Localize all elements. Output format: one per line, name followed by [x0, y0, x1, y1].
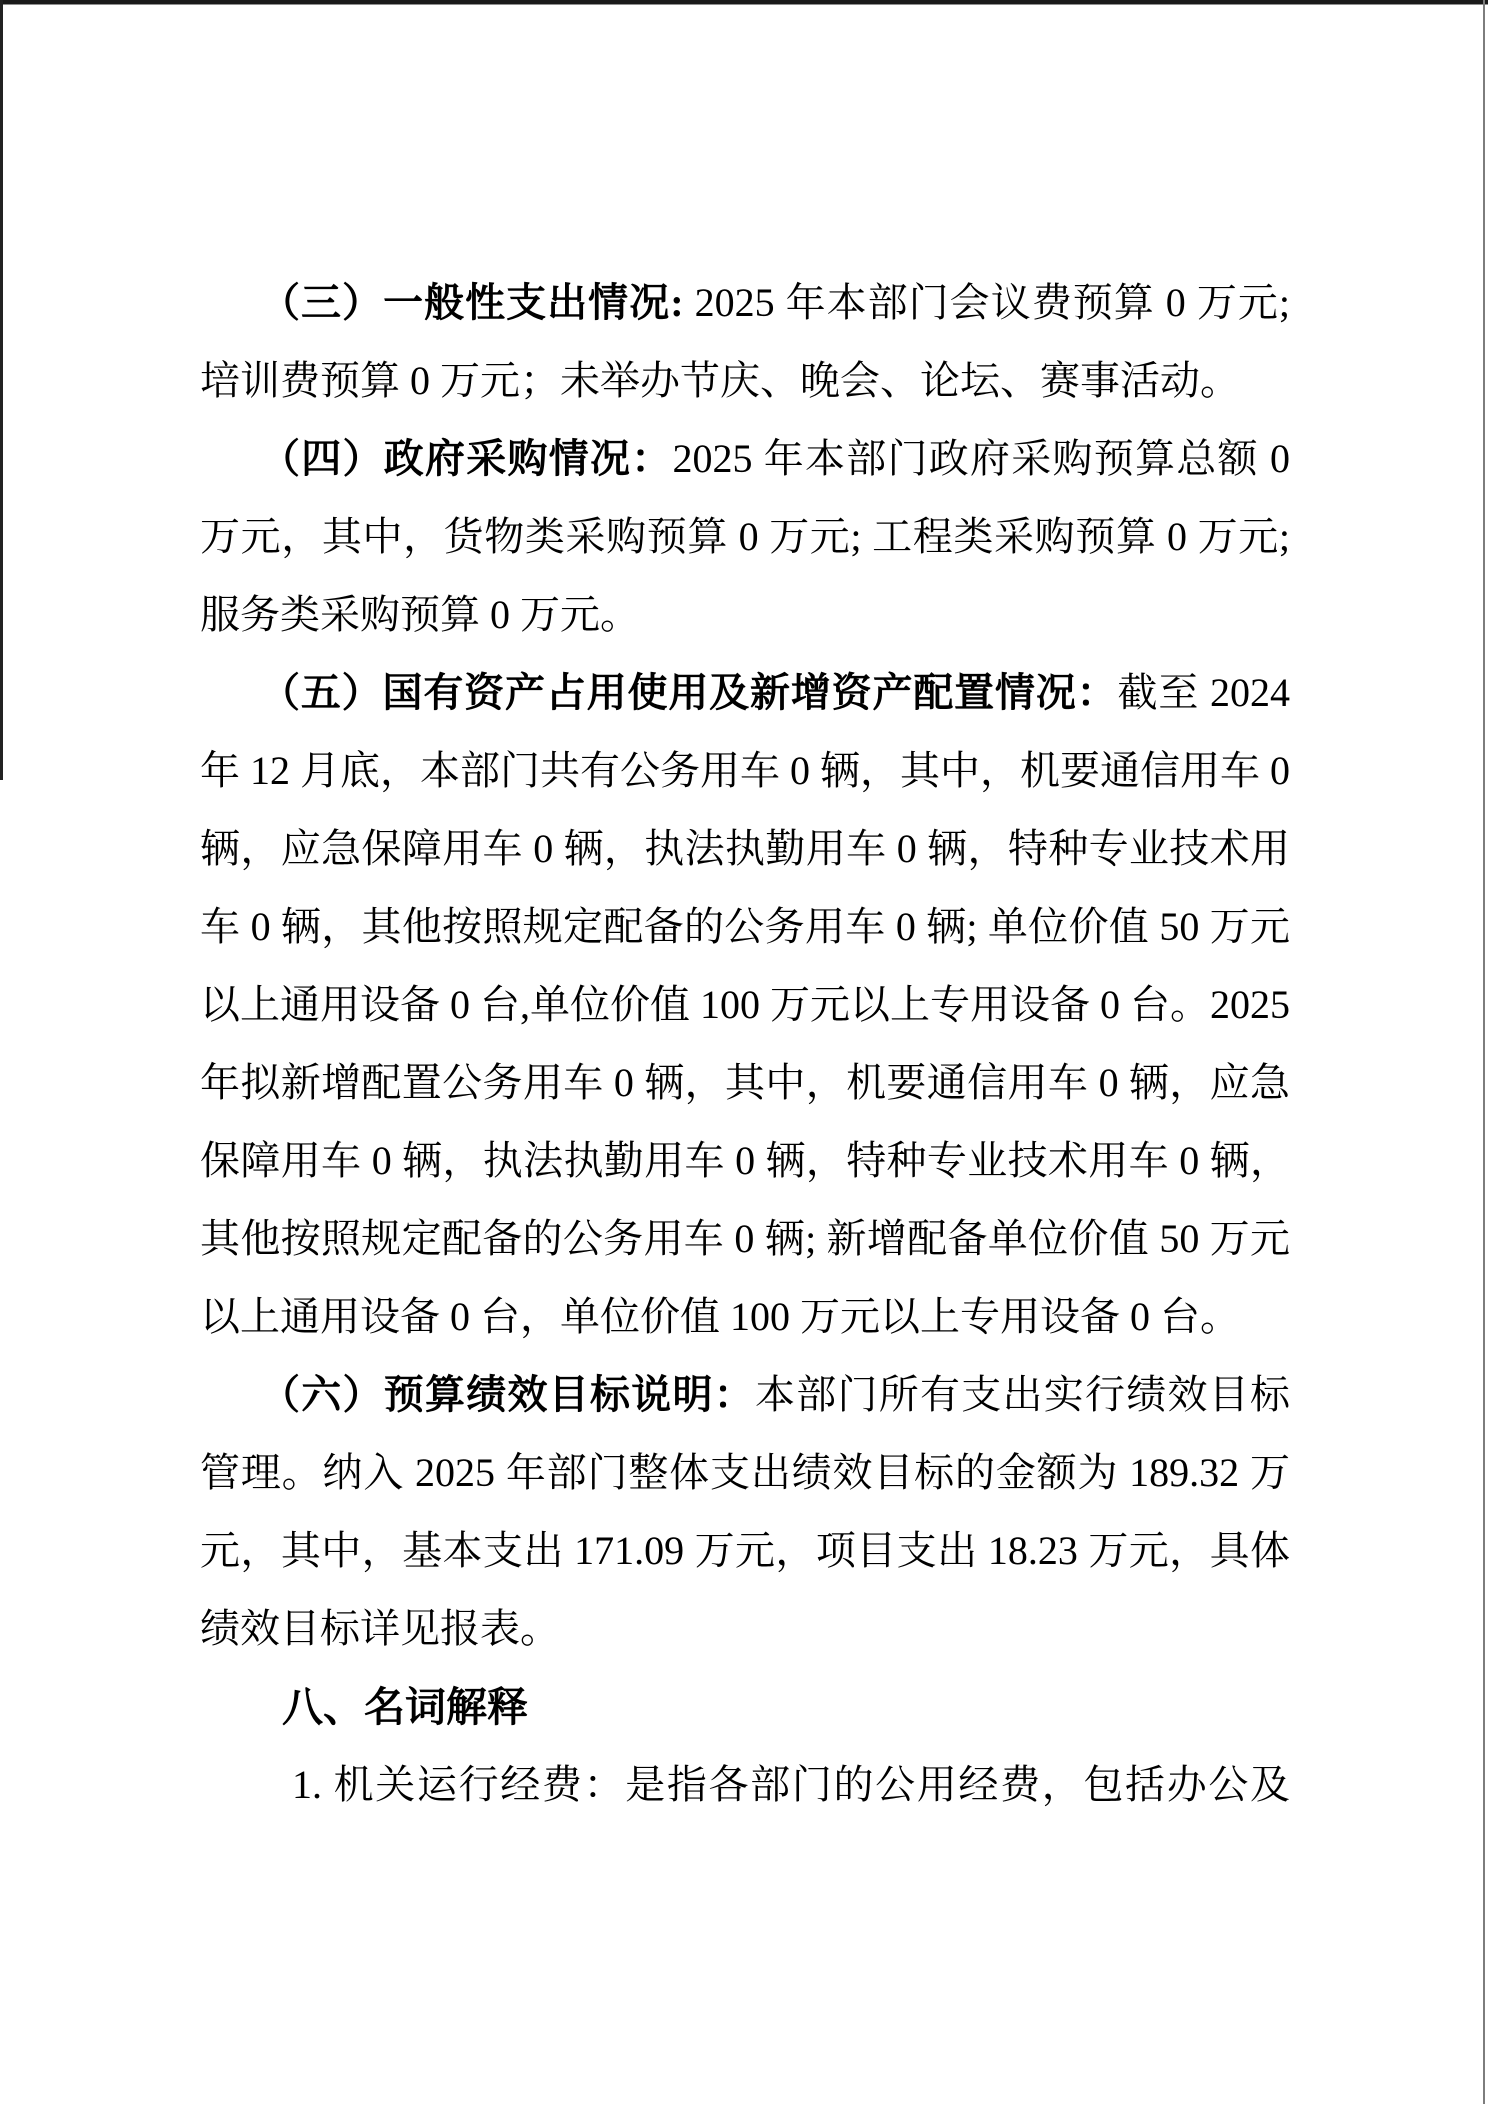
doc-line-9 — [200, 888, 1290, 966]
doc-line-14 — [200, 1278, 1290, 1356]
text-run: 以上通用设备 0 台，单位价值 100 万元以上专用设备 0 台。 — [200, 1294, 1240, 1339]
doc-line-12 — [200, 1122, 1290, 1200]
text-run: 辆，应急保障用车 0 辆，执法执勤用车 0 辆，特种专业技术用 — [200, 826, 1290, 871]
page-left-edge — [0, 0, 3, 780]
text-run: 本部门所有支出实行绩效目标 — [755, 1372, 1290, 1417]
doc-line-17 — [200, 1512, 1290, 1590]
text-run: 1. 机关运行经费：是指各部门的公用经费，包括办公及 — [292, 1762, 1290, 1807]
bold-text-run: （四）政府采购情况： — [260, 436, 673, 481]
text-run: 培训费预算 0 万元；未举办节庆、晚会、论坛、赛事活动。 — [200, 358, 1240, 403]
doc-line-11 — [200, 1044, 1290, 1122]
text-run: 万元，其中，货物类采购预算 0 万元; 工程类采购预算 0 万元; — [200, 514, 1290, 559]
doc-line-7 — [200, 732, 1290, 810]
doc-line-1 — [200, 264, 1290, 342]
text-run: 年 12 月底，本部门共有公务用车 0 辆，其中，机要通信用车 0 — [200, 748, 1290, 793]
text-run: 以上通用设备 0 台,单位价值 100 万元以上专用设备 0 台。2025 — [200, 982, 1290, 1027]
text-run: 2025 年本部门会议费预算 0 万元; — [683, 280, 1290, 325]
doc-line-18 — [200, 1590, 1290, 1668]
text-run: 保障用车 0 辆，执法执勤用车 0 辆，特种专业技术用车 0 辆， — [200, 1138, 1290, 1183]
text-run: 2025 年本部门政府采购预算总额 0 — [672, 436, 1290, 481]
page-right-edge — [1483, 0, 1485, 2104]
text-run: 截至 2024 — [1117, 670, 1291, 715]
doc-line-10 — [200, 966, 1290, 1044]
text-run: 车 0 辆，其他按照规定配备的公务用车 0 辆; 单位价值 50 万元 — [200, 904, 1290, 949]
bold-text-run: （六）预算绩效目标说明： — [260, 1372, 755, 1417]
text-run: 管理。纳入 2025 年部门整体支出绩效目标的金额为 189.32 万 — [200, 1450, 1290, 1495]
doc-line-19 — [200, 1668, 1290, 1746]
text-run: 服务类采购预算 0 万元。 — [200, 592, 640, 637]
document-body — [200, 264, 1290, 1824]
doc-line-20 — [200, 1746, 1290, 1824]
bold-text-run: （五）国有资产占用使用及新增资产配置情况： — [260, 670, 1118, 715]
text-run: 年拟新增配置公务用车 0 辆，其中，机要通信用车 0 辆，应急 — [200, 1060, 1290, 1105]
bold-text-run: 八、名词解释 — [282, 1684, 528, 1730]
text-run: 其他按照规定配备的公务用车 0 辆; 新增配备单位价值 50 万元 — [200, 1216, 1290, 1261]
doc-line-15 — [200, 1356, 1290, 1434]
doc-line-8 — [200, 810, 1290, 888]
text-run: 绩效目标详见报表。 — [200, 1606, 560, 1651]
bold-text-run: （三）一般性支出情况: — [260, 280, 684, 325]
text-run: 元，其中，基本支出 171.09 万元，项目支出 18.23 万元，具体 — [200, 1528, 1290, 1573]
doc-line-3 — [200, 420, 1290, 498]
doc-line-2 — [200, 342, 1290, 420]
page-top-edge — [0, 0, 1488, 5]
doc-line-6 — [200, 654, 1290, 732]
doc-line-4 — [200, 498, 1290, 576]
doc-line-16 — [200, 1434, 1290, 1512]
doc-line-13 — [200, 1200, 1290, 1278]
doc-line-5 — [200, 576, 1290, 654]
